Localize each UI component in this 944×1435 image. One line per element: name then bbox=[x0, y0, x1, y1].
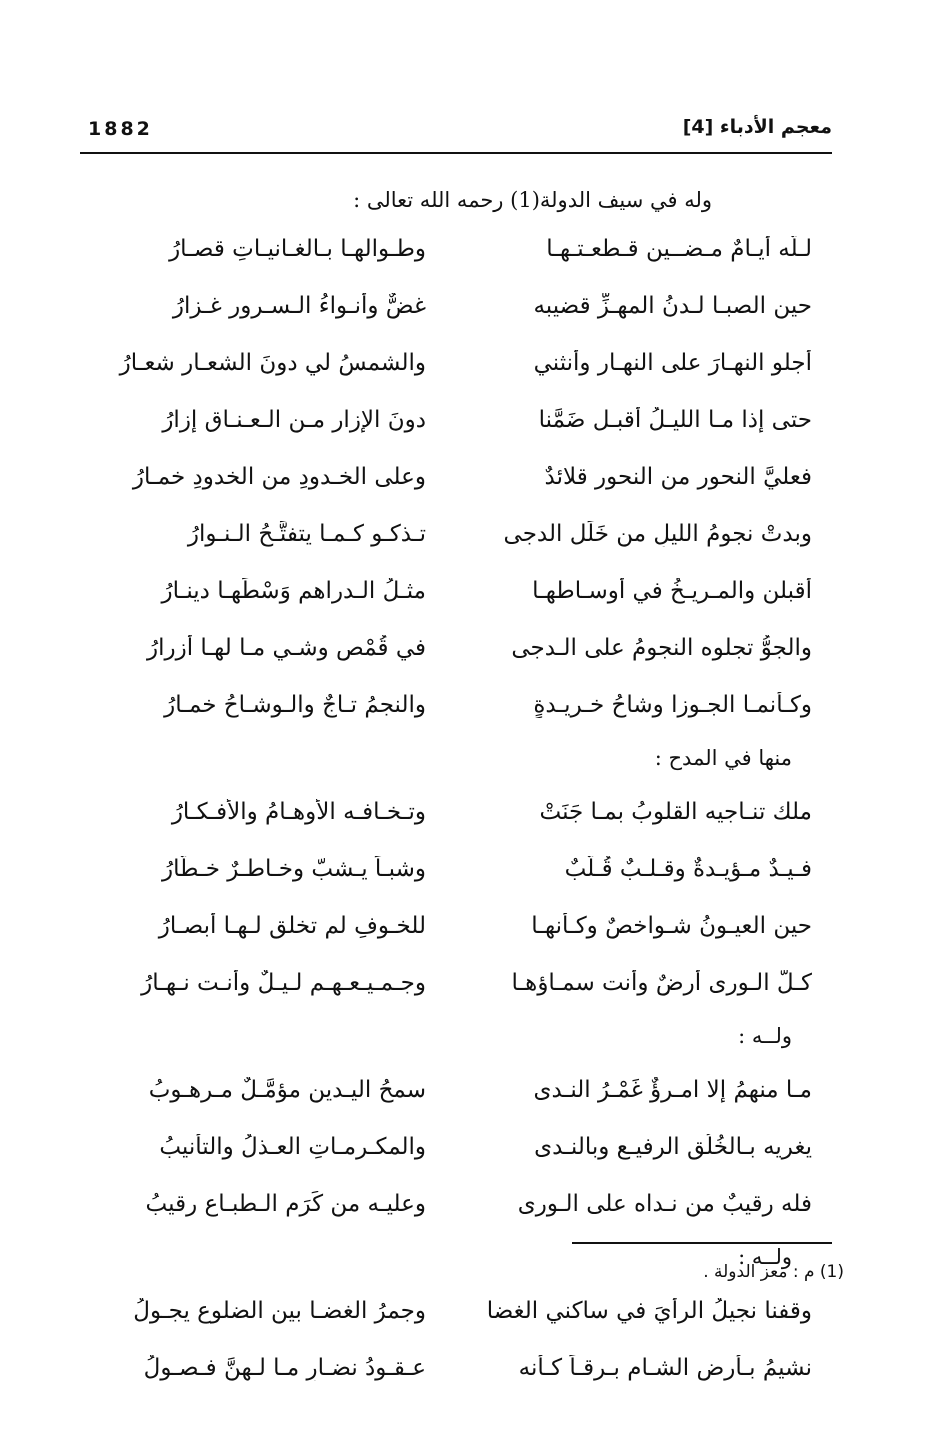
second-hemistich: وعلى الخـدودِ من الخدودِ خمـارُ bbox=[132, 463, 426, 490]
verse bbox=[100, 334, 812, 391]
running-head: معجم الأدباء [4] bbox=[682, 116, 832, 138]
verse bbox=[100, 448, 812, 505]
section-heading: منها في المدح : bbox=[654, 746, 792, 770]
intro-line: وله في سيف الدولة(1) رحمه الله تعالى : bbox=[353, 188, 712, 212]
second-hemistich: غضٌّ وأنـواءُ الـسـرورِ غـزارُ bbox=[172, 292, 426, 319]
poem-1 bbox=[100, 220, 812, 733]
first-hemistich: وقفنا نجيلُ الرأيَ في ساكني الغضا bbox=[486, 1297, 812, 1324]
page-body bbox=[100, 180, 812, 1396]
page-number: 1882 bbox=[88, 118, 153, 140]
footnote: (1) م : معز الدولة . bbox=[703, 1262, 844, 1282]
second-hemistich: تـذكـو كـمـا يتفتَّـحُ الـنـوارُ bbox=[187, 520, 426, 547]
second-hemistich: وجمرُ الغضـا بين الضلوع يجـولُ bbox=[133, 1297, 426, 1324]
section-heading: ولــه : bbox=[738, 1024, 792, 1048]
verse bbox=[100, 676, 812, 733]
second-hemistich: وتـخـافـه الأوهـامُ والأفـكـارُ bbox=[171, 798, 426, 825]
verse bbox=[100, 1175, 812, 1232]
verse bbox=[100, 1118, 812, 1175]
verse bbox=[100, 840, 812, 897]
second-hemistich: مثـلُ الـدراهمِ وَسْطَهـا دينـارُ bbox=[161, 577, 426, 604]
verse bbox=[100, 220, 812, 277]
first-hemistich: والجوُّ تجلوه النجومُ على الـدجى bbox=[511, 634, 812, 661]
first-hemistich: ملك تنـاجيه القلوبُ بمـا جَنَتْ bbox=[539, 798, 812, 825]
footnote-divider bbox=[572, 1242, 832, 1244]
poem-4 bbox=[100, 1282, 812, 1396]
second-hemistich: دونَ الإزارِ مـن الـعـنـاق إزارُ bbox=[162, 406, 426, 433]
second-hemistich: في قُمْصٍ وشـيٍ مـا لهـا أزرارُ bbox=[147, 634, 426, 661]
second-hemistich: والمكـرمـاتِ العـذلُ والتأنيبُ bbox=[159, 1133, 426, 1160]
verse bbox=[100, 619, 812, 676]
first-hemistich: أقبلن والمـريـخُ في أوسـاطهـا bbox=[532, 577, 812, 604]
first-hemistich: حين العيـونُ شـواخصٌ وكـأنهـا bbox=[531, 912, 812, 939]
poem-3 bbox=[100, 1061, 812, 1232]
first-hemistich: نشيمُ بـأرضِ الشـام بـرقـاً كـأنه bbox=[518, 1354, 812, 1381]
first-hemistich: حين الصبـا لـدنُ المهـزِّ قضيبه bbox=[533, 292, 812, 319]
second-hemistich: عـقـودُ نضـارٍ مـا لـهنَّ فـصـولُ bbox=[143, 1354, 426, 1381]
first-hemistich: مـا منهمُ إلا امـرؤٌ غَمْـرُ النـدى bbox=[533, 1076, 812, 1103]
second-hemistich: وطـوالهـا بـالغـانيـاتِ قصـارُ bbox=[169, 235, 426, 262]
second-hemistich: سمحُ اليـدين مؤمَّـلٌ مـرهـوبُ bbox=[148, 1076, 426, 1103]
section-heading: ولــه : bbox=[738, 1245, 792, 1269]
page-header bbox=[80, 112, 832, 154]
first-hemistich: وكـأنمـا الجـوزا وشاحُ خـريـدةٍ bbox=[533, 691, 812, 718]
second-hemistich: وجـمـيـعـهـم لـيـلٌ وأنـت نـهـارُ bbox=[141, 969, 426, 996]
verse bbox=[100, 505, 812, 562]
first-hemistich: يغريه بـالخُلُقِ الرفيـع وبالنـدى bbox=[534, 1133, 812, 1160]
verse bbox=[100, 1339, 812, 1396]
second-hemistich: وعليـه من كَرَم الـطبـاعِ رقيبُ bbox=[145, 1190, 426, 1217]
first-hemistich: فله رقيبٌ من نـداه على الـورى bbox=[517, 1190, 812, 1217]
verse bbox=[100, 391, 812, 448]
first-hemistich: فعليَّ النحورِ من النحورِ قلائدٌ bbox=[544, 463, 812, 490]
first-hemistich: حتى إذا مـا الليـلُ أقبـل ضَمَّنا bbox=[538, 406, 812, 433]
second-hemistich: للخـوفِ لم تخلق لـهـا أبصـارُ bbox=[158, 912, 426, 939]
first-hemistich: كـلُّ الـورى أرضٌ وأنت سمـاؤهـا bbox=[511, 969, 812, 996]
verse bbox=[100, 1282, 812, 1339]
first-hemistich: فـيـدٌ مـؤيـدةٌ وقـلـبٌ قُـلَّبٌ bbox=[564, 855, 812, 882]
verse bbox=[100, 1061, 812, 1118]
second-hemistich: والشمسُ لي دونَ الشعـارِ شعـارُ bbox=[119, 349, 426, 376]
verse bbox=[100, 897, 812, 954]
first-hemistich: لـلّه أيـامٌ مـضــين قـطعـتـهـا bbox=[546, 235, 812, 262]
first-hemistich: وبدتْ نجومُ الليلِ من خَلَل الدجى bbox=[503, 520, 812, 547]
verse bbox=[100, 277, 812, 334]
second-hemistich: وشبـاً يـشبّ وخـاطـرٌ خـطَّارُ bbox=[162, 855, 426, 882]
first-hemistich: أجلو النهـارَ على النهـارِ وأنثني bbox=[533, 349, 812, 376]
second-hemistich: والنجمُ تـاجٌ والـوشـاحُ خمـارُ bbox=[164, 691, 426, 718]
verse bbox=[100, 954, 812, 1011]
poem-2 bbox=[100, 783, 812, 1011]
verse bbox=[100, 783, 812, 840]
verse bbox=[100, 562, 812, 619]
